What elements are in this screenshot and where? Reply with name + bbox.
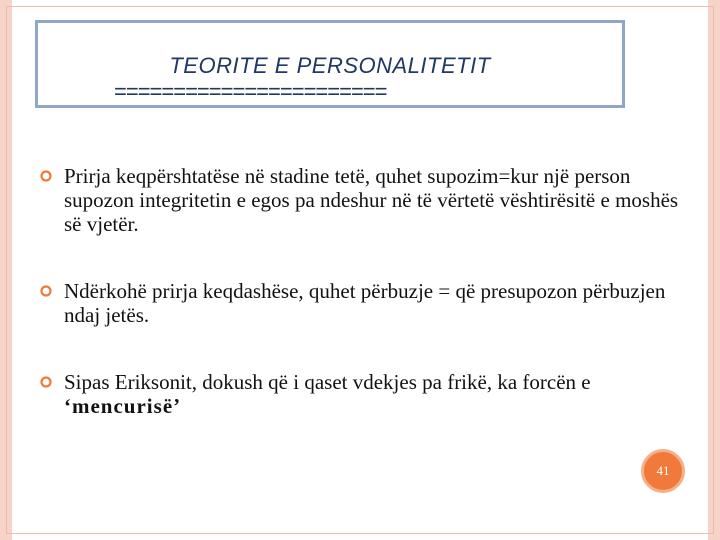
bullet-list	[40, 164, 680, 418]
title-underline: =======================	[114, 79, 387, 104]
circle-ring-bullet-icon	[40, 376, 52, 388]
bullet-text: Ndërkohë prirja keqdashëse, quhet përbuzje = që presupozon përbuzjen ndaj jetës.	[64, 279, 666, 327]
slide-title: TEORITE E PERSONALITETIT	[169, 53, 491, 78]
circle-ring-bullet-icon	[40, 285, 52, 297]
bullet-text: Prirja keqpërshtatëse në stadine tetë, quhet supozim=kur një person supozon integritetin e egos pa ndeshur në të vërtetë vështirësitë e moshës së vjetër.	[64, 164, 679, 236]
bullet-text: Sipas Eriksonit, dokush që i qaset vdekjes pa frikë, ka forcën e	[64, 370, 591, 394]
circle-ring-bullet-icon	[40, 170, 52, 182]
page-number-badge	[641, 449, 685, 493]
bullet-bold-text: ‘mencurisë’	[64, 394, 182, 418]
title-box	[35, 20, 625, 108]
bullet-item	[40, 370, 680, 418]
page-number: 41	[656, 463, 670, 478]
bullet-item	[40, 279, 680, 327]
bullet-item	[40, 164, 680, 236]
